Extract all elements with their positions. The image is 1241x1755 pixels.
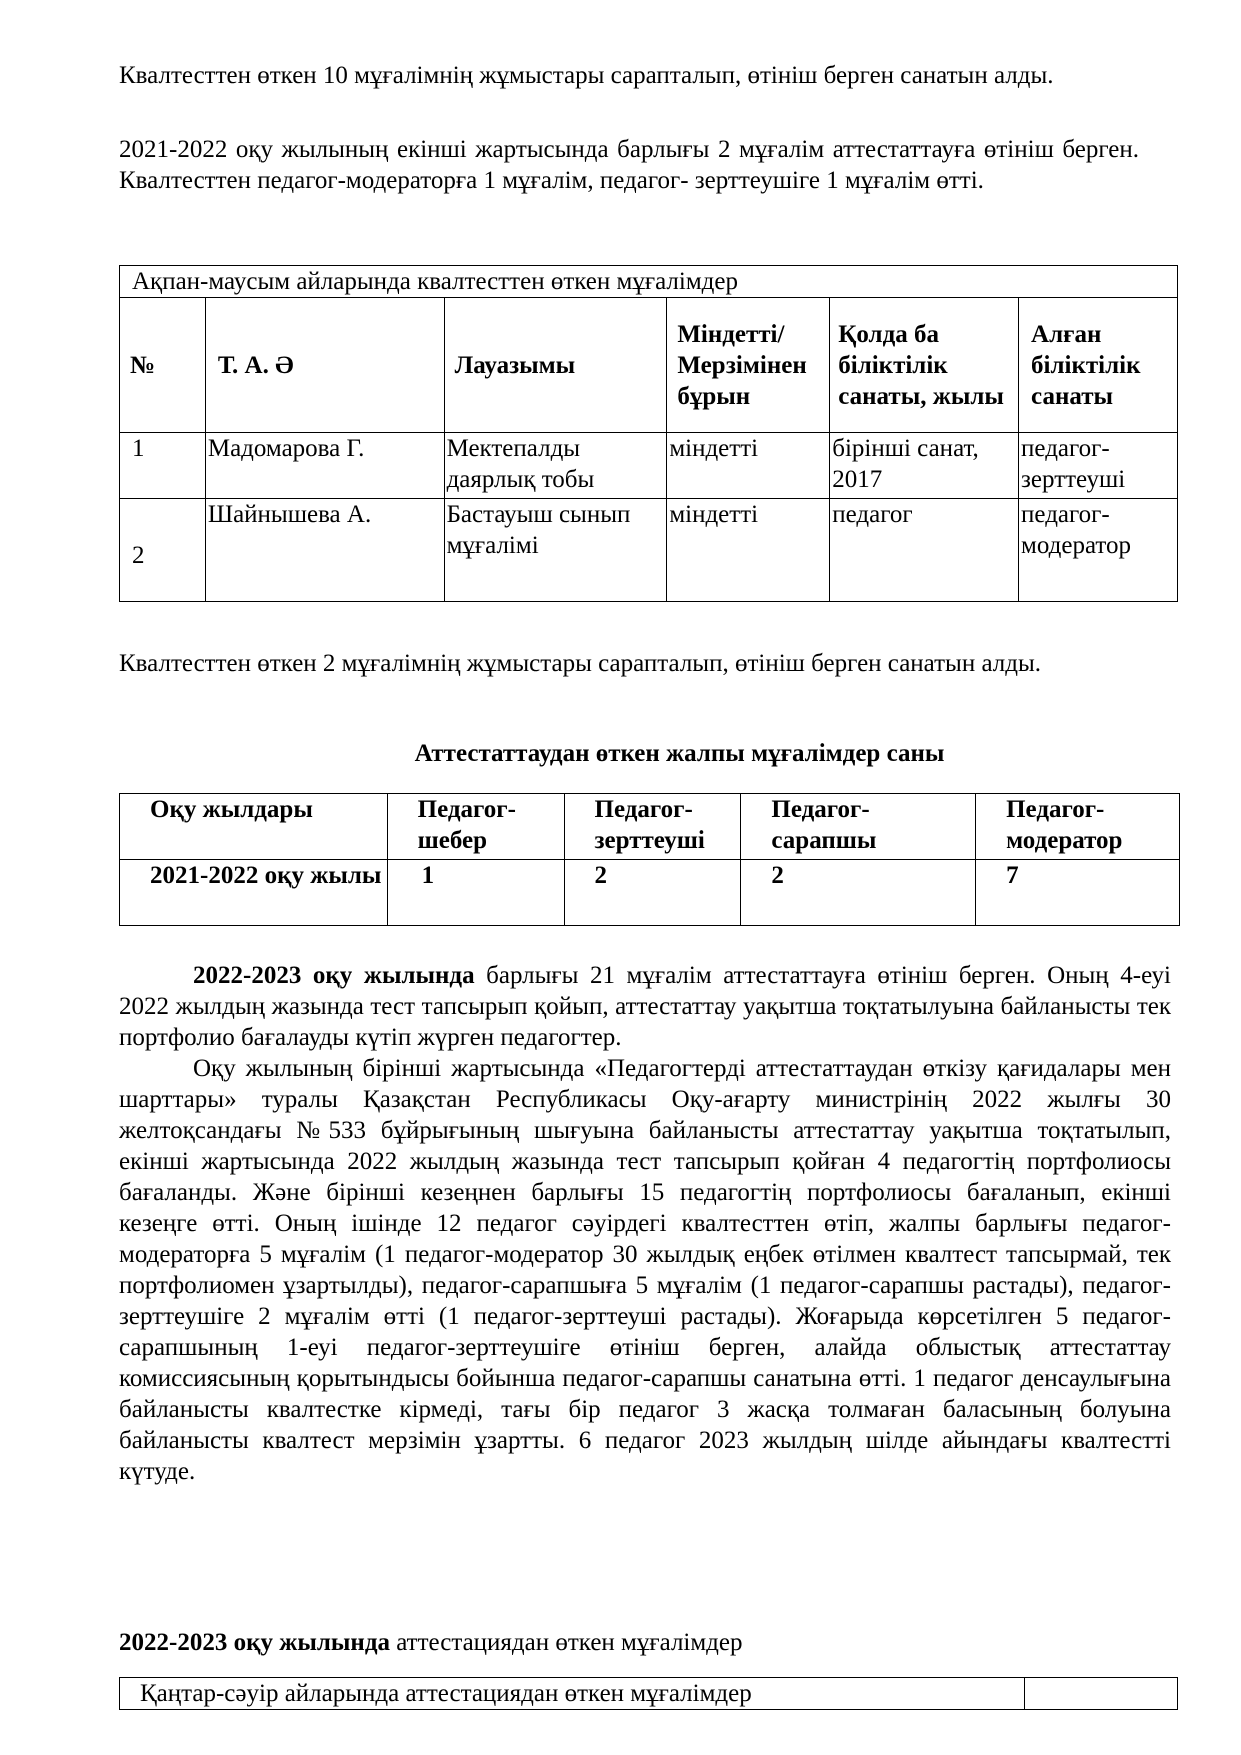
cell-number: 1 [120, 433, 206, 499]
paragraph-2022-2023-second: Оқу жылының бірінші жартысында «Педагогтерді аттестаттаудан өткізу қағидалары мен шарттары» туралы Қазақстан Республикасы Оқу-ағарту министрінің 2022 жылғы 30 желтоқсандағы №533 бұйрығының шығуына байланысты аттестаттау уақытша тоқтатылып, екінші жартысында 2022 жылдың жазында тест тапсырып қойған 4 педагогтің портфолиосы бағаланды. Және бірінші кезеңнен барлығы 15 педагогтің портфолиосы бағаланып, екінші кезеңге өтті. Оның ішінде 12 педагог сәуірдегі квалтесттен өтіп, жалпы барлығы педагог-модераторға 5 мұғалім (1 педагог-модератор 30 жылдық еңбек өтілмен квалтест тапсырмай, тек портфолиомен ұзартылды), педагог-сарапшыға 5 мұғалім (1 педагог-сарапшы растады), педагог-зерттеушіге 2 мұғалім өтті (1 педагог-зерттеуші растады). Жоғарыда көрсетілген 5 педагог-сарапшының 1-еуі педагог-зерттеушіге өтініш берген, алайда облыстық аттестаттау комиссиясының қорытындысы бойынша педагог-сарапшы санатына өтті. 1 педагог денсаулығына байланысты квалтестке кірмеді, тағы бір педагог 3 жасқа толмаған баласының болуына байланысты квалтест мерзімін ұзартты. 6 педагог 2023 жылдың шілде айындағы квалтестті күтуде. [119, 1055, 1171, 1485]
cell-mandatory: міндетті [667, 433, 830, 499]
cell-number: 2 [120, 499, 206, 602]
header-years: Оқу жылдары [120, 794, 388, 860]
table-header-row [120, 794, 1180, 860]
cell-name: Шайнышева А. [205, 499, 444, 602]
cell-moderator: 7 [976, 860, 1180, 926]
header-position: Лауазымы [444, 298, 667, 433]
header-received-category: Алған біліктілік санаты [1019, 298, 1178, 433]
header-researcher: Педагог-зерттеуші [564, 794, 741, 860]
header-mandatory: Міндетті/ Мерзімінен бұрын [667, 298, 830, 433]
jan-apr-table [119, 1677, 1178, 1710]
table-caption-row [120, 1678, 1178, 1710]
table-row [120, 433, 1178, 499]
table-row [120, 860, 1180, 926]
cell-current-category: бірінші санат, 2017 [830, 433, 1019, 499]
bold-year: 2022-2023 оқу жылында [193, 962, 475, 989]
quali-test-table [119, 265, 1178, 602]
cell-received-category: педагог-модератор [1019, 499, 1178, 602]
cell-current-category: педагог [830, 499, 1019, 602]
header-number: № [120, 298, 206, 433]
cell-position: Мектепалды даярлық тобы [444, 433, 667, 499]
cell-name: Мадомарова Г. [205, 433, 444, 499]
cell-master: 1 [387, 860, 564, 926]
cell-years: 2021-2022 оқу жылы [120, 860, 388, 926]
heading-text: аттестациядан өткен мұғалімдер [389, 1629, 743, 1656]
cell-mandatory: міндетті [667, 499, 830, 602]
paragraph-2022-2023-first [119, 960, 1171, 1053]
paragraph-2022-2023 [119, 960, 1171, 1487]
table-caption: Қаңтар-сәуір айларында аттестациядан өткен мұғалімдер [120, 1678, 1025, 1710]
header-master: Педагог-шебер [387, 794, 564, 860]
table-caption-row [120, 266, 1178, 298]
section-heading [119, 1629, 1171, 1657]
header-moderator: Педагог-модератор [976, 794, 1180, 860]
cell-expert: 2 [741, 860, 976, 926]
table-empty-cell [1025, 1678, 1178, 1710]
table-caption: Ақпан-маусым айларында квалтесттен өткен мұғалімдер [120, 266, 1178, 298]
cell-received-category: педагог-зерттеуші [1019, 433, 1178, 499]
section-title: Аттестаттаудан өткен жалпы мұғалімдер саны [414, 740, 945, 767]
header-name: Т. А. Ә [205, 298, 444, 433]
paragraph-text: барлығы 21 мұғалім аттестаттауға өтініш берген. Оның 4-еуі 2022 жылдың жазында тест тапсырып қойып, аттестаттау уақытша тоқтатылуына байланысты тек портфолио бағалауды күтіп жүрген педагогтер. [119, 962, 1171, 1051]
paragraph-2021-2022: 2021-2022 оқу жылының екінші жартысында барлығы 2 мұғалім аттестаттауға өтініш берген. Квалтесттен педагог-модераторға 1 мұғалім, педагог- зерттеушіге 1 мұғалім өтті. [119, 136, 1139, 194]
paragraph-result: Квалтесттен өткен 2 мұғалімнің жұмыстары сарапталып, өтініш берген санатын алды. [119, 650, 1042, 677]
header-current-category: Қолда ба біліктілік санаты, жылы [830, 298, 1019, 433]
cell-position: Бастауыш сынып мұғалімі [444, 499, 667, 602]
header-expert: Педагог-сарапшы [741, 794, 976, 860]
paragraph-intro: Квалтесттен өткен 10 мұғалімнің жұмыстары сарапталып, өтініш берген санатын алды. [119, 62, 1054, 89]
bold-year: 2022-2023 оқу жылында [119, 1629, 390, 1656]
table-row [120, 499, 1178, 602]
cell-researcher: 2 [564, 860, 741, 926]
table-header-row [120, 298, 1178, 433]
attestation-summary-table [119, 793, 1180, 926]
